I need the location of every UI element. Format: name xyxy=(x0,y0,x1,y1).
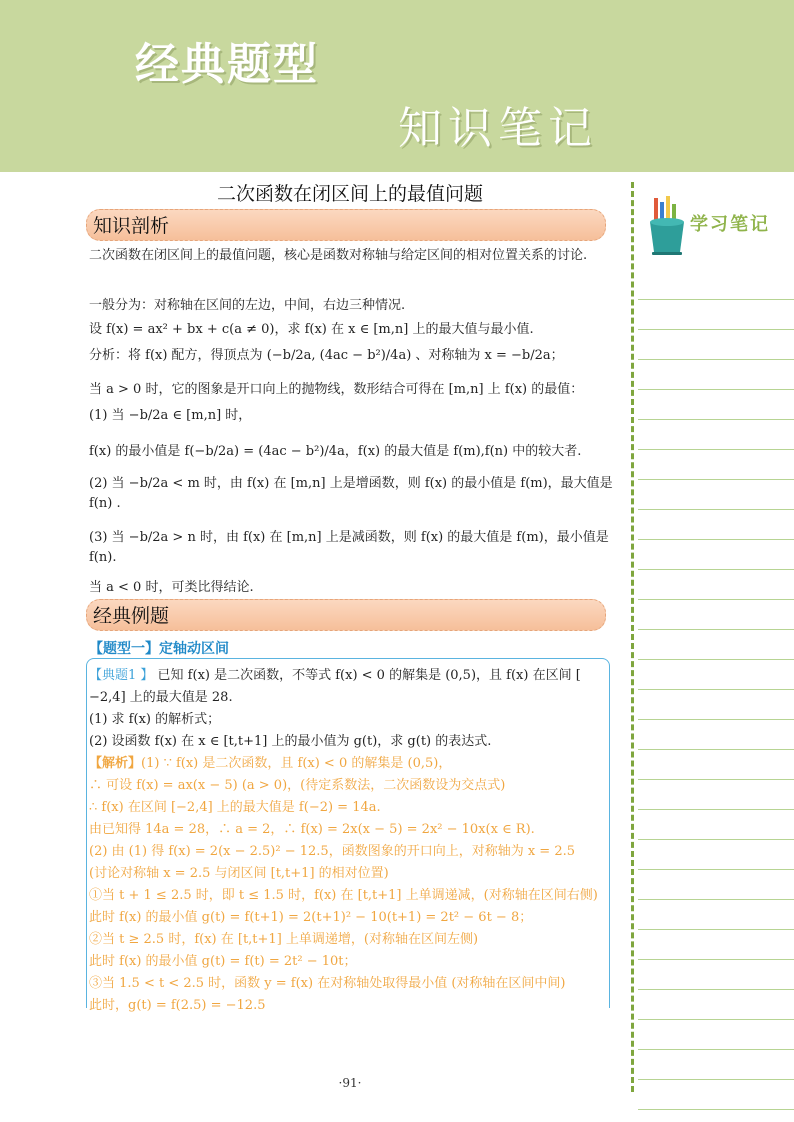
note-line xyxy=(638,720,794,750)
section-heading-knowledge: 知识剖析 xyxy=(86,209,606,241)
note-line xyxy=(638,510,794,540)
solution-line7: ①当 t + 1 ≤ 2.5 时，即 t ≤ 1.5 时，f(x) 在 [t,t+1] 上单调递减，(对称轴在区间右侧) xyxy=(89,888,598,903)
solution-line4: 由已知得 14a = 28，∴ a = 2，∴ f(x) = 2x(x − 5) = 2x² − 10x(x ∈ R). xyxy=(89,822,535,837)
note-line xyxy=(638,600,794,630)
note-line xyxy=(638,540,794,570)
note-line xyxy=(638,570,794,600)
analysis-axis: 、对称轴为 x = −b/2a； xyxy=(415,348,564,363)
note-line xyxy=(638,840,794,870)
solution-line12: 此时，g(t) = f(2.5) = −12.5 xyxy=(89,998,266,1013)
note-line xyxy=(638,330,794,360)
example-question-line2: −2,4] 上的最大值是 28. xyxy=(89,690,233,705)
example-question-line1 xyxy=(89,664,614,683)
note-line xyxy=(638,810,794,840)
solution-line3: ∴ f(x) 在区间 [−2,4] 上的最大值是 f(−2) = 14a. xyxy=(89,800,381,815)
solution-tag: 【解析】 xyxy=(89,756,142,771)
note-line xyxy=(638,450,794,480)
solution-line11: ③当 1.5 < t < 2.5 时，函数 y = f(x) 在对称轴处取得最小值 (对称轴在区间中间) xyxy=(89,976,566,991)
solution-line9: ②当 t ≥ 2.5 时，f(x) 在 [t,t+1] 上单调递增，(对称轴在区间左侧) xyxy=(89,932,479,947)
note-line xyxy=(638,990,794,1020)
case-3-condition: (3) 当 −b/2a > n 时，由 f(x) 在 [m,n] 上是减函数，则 f(x) 的最大值是 f(m)，最小值是 xyxy=(89,530,609,545)
case-2-result: f(n) . xyxy=(89,496,121,511)
section-heading-examples: 经典例题 xyxy=(86,599,606,631)
note-line xyxy=(638,630,794,660)
note-line xyxy=(638,1050,794,1080)
page-number: ·91· xyxy=(338,1076,362,1090)
example-tag: 【典题1 】 xyxy=(89,668,154,683)
note-line xyxy=(638,900,794,930)
header-banner xyxy=(0,0,794,172)
notes-title: 学习笔记 xyxy=(690,214,770,235)
note-line xyxy=(638,750,794,780)
paragraph-intro: 二次函数在闭区间上的最值问题，核心是函数对称轴与给定区间的相对位置关系的讨论. xyxy=(89,248,588,263)
analysis-vertex: (−b/2a, (4ac − b²)/4a) xyxy=(266,348,412,363)
solution-line6: (讨论对称轴 x = 2.5 与闭区间 [t,t+1] 的相对位置) xyxy=(89,866,389,881)
note-line xyxy=(638,390,794,420)
note-line xyxy=(638,660,794,690)
note-line xyxy=(638,930,794,960)
example-question-part1: (1) 求 f(x) 的解析式； xyxy=(89,712,221,727)
example-question-part2: (2) 设函数 f(x) 在 x ∈ [t,t+1] 上的最小值为 g(t)，求 g(t) 的表达式. xyxy=(89,734,492,749)
case-2-condition: (2) 当 −b/2a < m 时，由 f(x) 在 [m,n] 上是增函数，则 f(x) 的最小值是 f(m)，最大值是 xyxy=(89,476,613,491)
note-line xyxy=(638,1020,794,1050)
paragraph-a-positive: 当 a > 0 时，它的图象是开口向上的抛物线，数形结合可得在 [m,n] 上 f(x) 的最值： xyxy=(89,382,584,397)
question-text: 已知 f(x) 是二次函数，不等式 f(x) < 0 的解集是 (0,5)，且 f(x) 在区间 [ xyxy=(157,668,581,683)
case-3-result: f(n). xyxy=(89,550,117,565)
solution-line10: 此时 f(x) 的最小值 g(t) = f(t) = 2t² − 10t； xyxy=(89,954,357,969)
paragraph-analysis xyxy=(89,344,614,363)
solution-line2: ∴ 可设 f(x) = ax(x − 5) (a > 0)，(待定系数法，二次函数设为交点式) xyxy=(89,778,506,793)
note-line xyxy=(638,300,794,330)
solution-line5: (2) 由 (1) 得 f(x) = 2(x − 2.5)² − 12.5，函数图象的开口向上，对称轴为 x = 2.5 xyxy=(89,844,575,859)
page-title: 二次函数在闭区间上的最值问题 xyxy=(216,183,483,205)
note-line xyxy=(638,690,794,720)
header-title-sub: 知识笔记 xyxy=(398,103,598,154)
note-line xyxy=(638,420,794,450)
note-line xyxy=(638,870,794,900)
paragraph-cases: 一般分为：对称轴在区间的左边，中间，右边三种情况. xyxy=(89,298,406,313)
paragraph-a-negative: 当 a < 0 时，可类比得结论. xyxy=(89,580,254,595)
note-line xyxy=(638,360,794,390)
note-line xyxy=(638,270,794,300)
case-1-condition: (1) 当 −b/2a ∈ [m,n] 时， xyxy=(89,408,252,423)
note-line xyxy=(638,960,794,990)
note-line xyxy=(638,780,794,810)
pencil-cup-icon xyxy=(644,196,690,256)
paragraph-setup: 设 f(x) = ax² + bx + c(a ≠ 0)，求 f(x) 在 x ∈ [m,n] 上的最大值与最小值. xyxy=(89,322,534,337)
case-1-result: f(x) 的最小值是 f(−b/2a) = (4ac − b²)/4a，f(x) 的最大值是 f(m),f(n) 中的较大者. xyxy=(89,444,582,459)
note-line xyxy=(638,1080,794,1110)
solution-line8: 此时 f(x) 的最小值 g(t) = f(t+1) = 2(t+1)² − 10(t+1) = 2t² − 6t − 8； xyxy=(89,910,533,925)
note-line xyxy=(638,480,794,510)
problem-type-title: 【题型一】定轴动区间 xyxy=(89,641,229,657)
notes-divider xyxy=(631,182,634,1092)
notes-ruled-lines xyxy=(638,270,794,1110)
analysis-lead: 分析：将 f(x) 配方，得顶点为 xyxy=(89,348,263,363)
solution-line1: 【解析】(1) ∵ f(x) 是二次函数，且 f(x) < 0 的解集是 (0,5)， xyxy=(89,756,452,771)
header-title-main: 经典题型 xyxy=(135,39,319,90)
